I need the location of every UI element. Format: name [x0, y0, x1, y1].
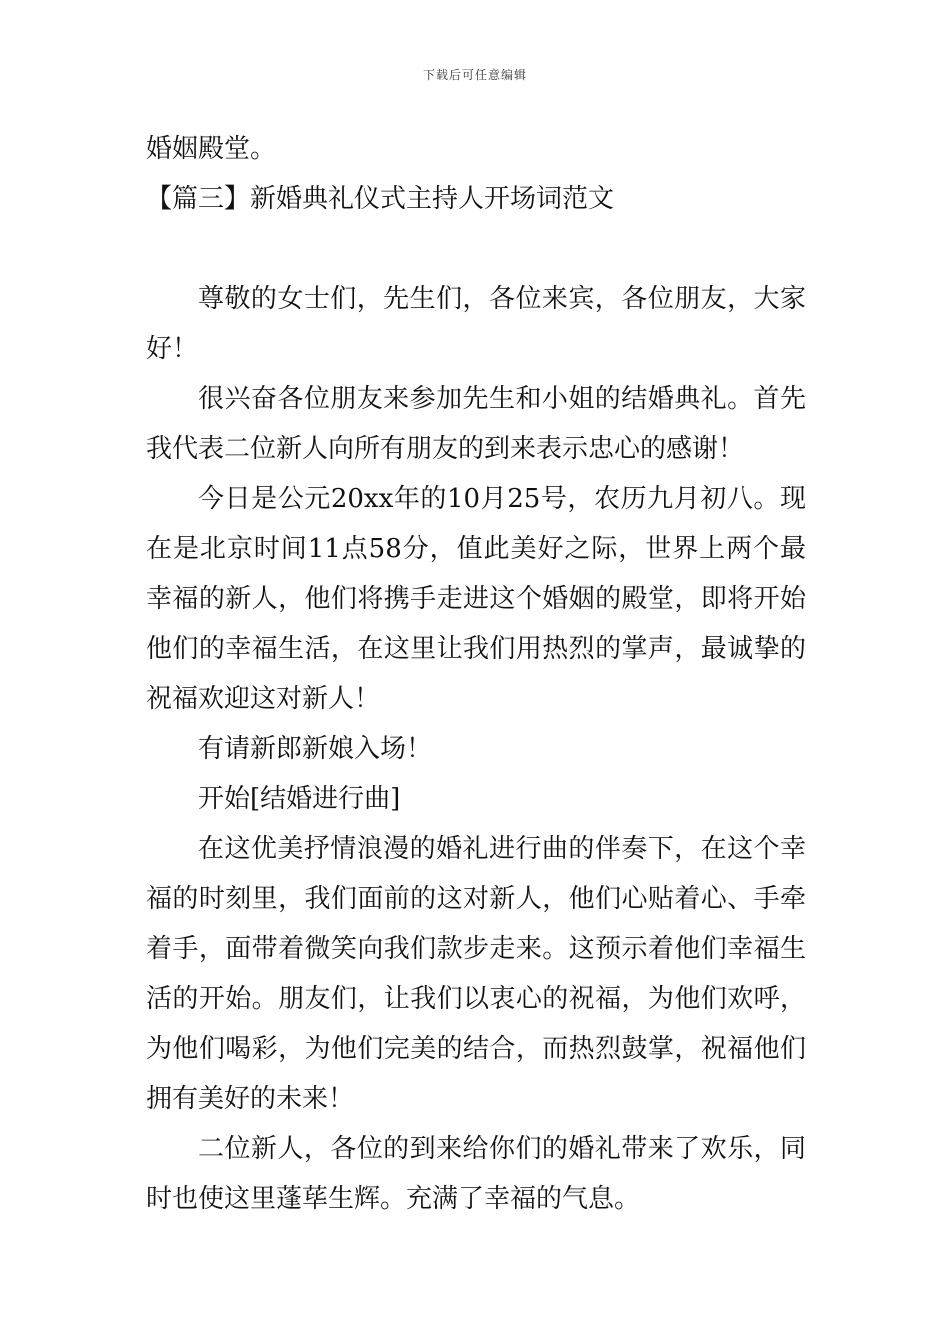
paragraph-blessing: 二位新人，各位的到来给你们的婚礼带来了欢乐，同时也使这里蓬荜生辉。充满了幸福的气息。 — [146, 1134, 806, 1214]
section-title: 【篇三】新婚典礼仪式主持人开场词范文 — [146, 184, 615, 214]
blank-line — [146, 224, 806, 274]
document-body — [146, 124, 806, 1224]
paragraph-date: 今日是公元20xx年的10月25号，农历九月初八。现在是北京时间11点58分，值此美好之际，世界上两个最幸福的新人，他们将携手走进这个婚姻的殿堂，即将开始他们的幸福生活，在这里让我们用热烈的掌声，最诚挚的祝福欢迎这对新人！ — [146, 484, 806, 714]
page-header-note: 下载后可任意编辑 — [422, 68, 527, 82]
continuation-text: 婚姻殿堂。 — [146, 134, 277, 164]
paragraph-welcome: 很兴奋各位朋友来参加先生和小姐的结婚典礼。首先我代表二位新人向所有朋友的到来表示忠心的感谢！ — [146, 384, 806, 464]
paragraph-entrance: 有请新郎新娘入场！ — [198, 734, 433, 764]
paragraph-procession: 在这优美抒情浪漫的婚礼进行曲的伴奏下，在这个幸福的时刻里，我们面前的这对新人，他们心贴着心、手牵着手，面带着微笑向我们款步走来。这预示着他们幸福生活的开始。朋友们，让我们以衷心的祝福，为他们欢呼，为他们喝彩，为他们完美的结合，而热烈鼓掌，祝福他们拥有美好的未来！ — [146, 834, 806, 1114]
paragraph-greeting: 尊敬的女士们，先生们，各位来宾，各位朋友，大家好！ — [146, 284, 806, 364]
paragraph-music: 开始[结婚进行曲] — [198, 784, 401, 814]
